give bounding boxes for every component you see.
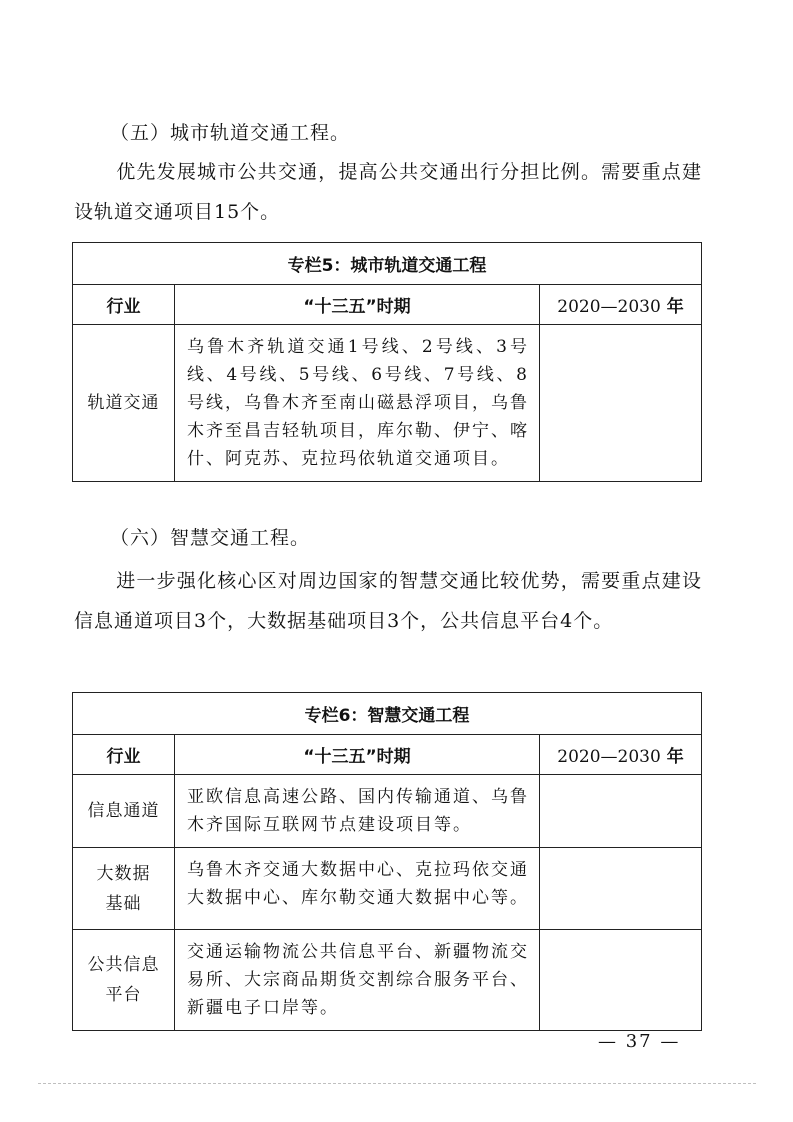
table-6-row-3-content: 交通运输物流公共信息平台、新疆物流交易所、大宗商品期货交割综合服务平台、新疆电子口岸等。 [175, 930, 540, 1031]
section-5-heading: （五）城市轨道交通工程。 [110, 122, 351, 144]
table-6-row-2-industry: 大数据基础 [73, 848, 175, 930]
table-5-header-future-years: 2020—2030 [557, 297, 661, 317]
table-row [73, 325, 702, 482]
table-6-row-3-industry: 公共信息平台 [73, 930, 175, 1031]
table-5-title: 专栏5：城市轨道交通工程 [73, 243, 702, 285]
table-5-row-1-content: 乌鲁木齐轨道交通1号线、2号线、3号线、4号线、5号线、6号线、7号线、8号线，乌鲁木齐至南山磁悬浮项目，乌鲁木齐至昌吉轻轨项目，库尔勒、伊宁、喀什、阿克苏、克拉玛依轨道交通项目。 [175, 325, 540, 482]
table-column-5 [72, 242, 702, 482]
table-row [73, 930, 702, 1031]
table-5-header-future-unit: 年 [666, 297, 684, 317]
table-6-row-2-content: 乌鲁木齐交通大数据中心、克拉玛依交通大数据中心、库尔勒交通大数据中心等。 [175, 848, 540, 930]
table-6-header-future-years: 2020—2030 [557, 747, 661, 767]
table-row [73, 775, 702, 848]
table-6-row-1-industry: 信息通道 [73, 775, 175, 848]
section-5-paragraph [74, 152, 702, 232]
table-5-row-1-industry: 轨道交通 [73, 325, 175, 482]
section-5-paragraph-text: 优先发展城市公共交通，提高公共交通出行分担比例。需要重点建设轨道交通项目15个。 [74, 161, 702, 223]
table-5-header-industry: 行业 [73, 285, 175, 325]
table-column-6 [72, 692, 702, 1031]
table-6-title: 专栏6：智慧交通工程 [73, 693, 702, 735]
table-5-row-1-future [540, 325, 702, 482]
table-6-row-2-future [540, 848, 702, 930]
footer-divider [38, 1083, 756, 1084]
table-6-header-period: “十三五”时期 [175, 735, 540, 775]
section-6-paragraph [74, 561, 702, 641]
table-6-header-industry: 行业 [73, 735, 175, 775]
table-row [73, 848, 702, 930]
table-6-header-future [540, 735, 702, 775]
table-6-header-future-unit: 年 [666, 747, 684, 767]
section-6-paragraph-text: 进一步强化核心区对周边国家的智慧交通比较优势，需要重点建设信息通道项目3个，大数据基础项目3个，公共信息平台4个。 [74, 570, 702, 632]
table-5-header-period: “十三五”时期 [175, 285, 540, 325]
table-5-header-future [540, 285, 702, 325]
table-6-row-1-future [540, 775, 702, 848]
table-6-row-1-content: 亚欧信息高速公路、国内传输通道、乌鲁木齐国际互联网节点建设项目等。 [175, 775, 540, 848]
page-number: — 37 — [598, 1031, 681, 1052]
section-6-heading: （六）智慧交通工程。 [110, 527, 311, 549]
table-6-row-3-future [540, 930, 702, 1031]
